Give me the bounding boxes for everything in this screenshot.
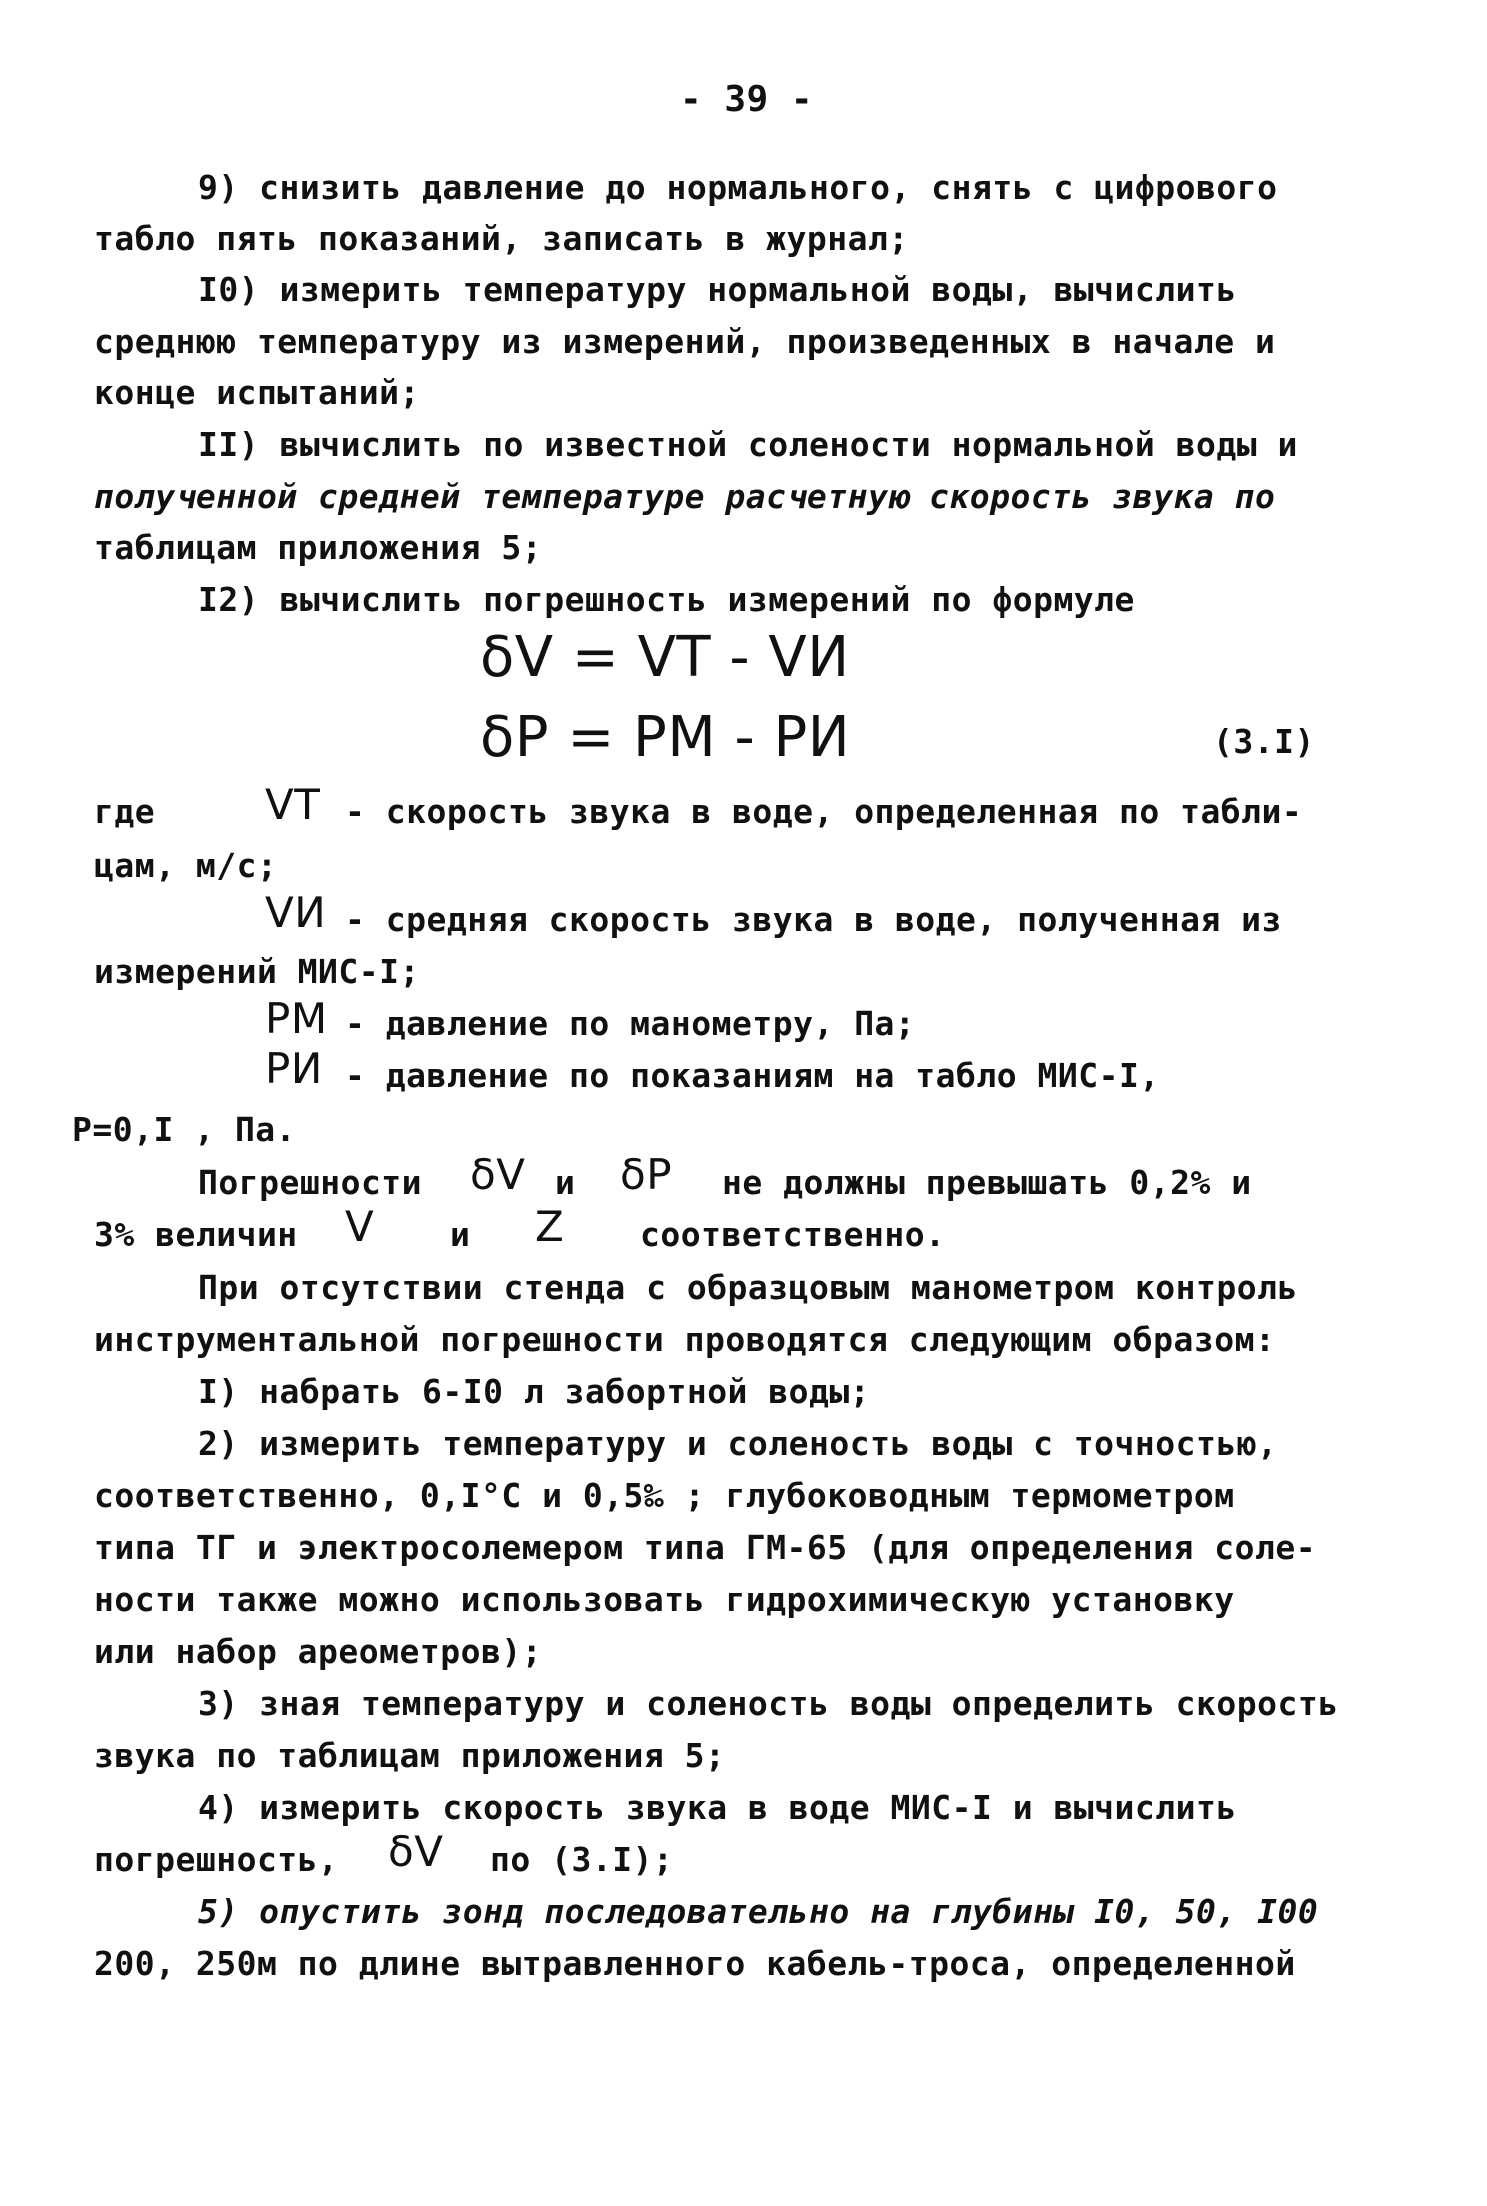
equation-label: (3.I) <box>1213 722 1315 761</box>
text-line: табло пять показаний, записать в журнал; <box>94 219 909 258</box>
text-line: - давление по показаниям на табло МИС-I, <box>345 1056 1160 1095</box>
text-line: соответственно. <box>640 1215 946 1254</box>
text-line: I0) измерить температуру нормальной воды, вычислить <box>198 270 1237 309</box>
formula-eq2-text: δP = PМ - PИ <box>480 705 851 770</box>
symbol-z: Z <box>535 1202 565 1251</box>
symbol-pm: PМ <box>265 994 328 1043</box>
text-line: измерений МИС-I; <box>94 952 420 991</box>
text-line: - давление по манометру, Па; <box>345 1004 916 1043</box>
text-line: конце испытаний; <box>94 373 420 412</box>
formula-eq1-text: δV = VТ - VИ <box>480 625 850 690</box>
text-line: 200, 250м по длине вытравленного кабель-троса, определенной <box>94 1944 1296 1983</box>
text-line: 5) опустить зонд последовательно на глубины I0, 50, I00 <box>198 1892 1319 1931</box>
symbol-dp: δP <box>620 1150 673 1199</box>
text-line: по (3.I); <box>490 1840 674 1879</box>
text-line: инструментальной погрешности проводятся следующим образом: <box>94 1320 1276 1359</box>
symbol-dv: δV <box>470 1150 526 1199</box>
symbol-vt: VТ <box>265 780 321 829</box>
text-line: и <box>555 1163 576 1202</box>
text-line: 4) измерить скорость звука в воде МИС-I и вычислить <box>198 1788 1237 1827</box>
text-line: погрешность, <box>94 1840 339 1879</box>
text-line: - средняя скорость звука в воде, полученная из <box>345 900 1282 939</box>
symbol-dv-2: δV <box>388 1827 444 1876</box>
symbol-vi: VИ <box>265 888 327 937</box>
text-line: I2) вычислить погрешность измерений по формуле <box>198 580 1135 619</box>
page-number: - 39 - <box>680 79 814 120</box>
text-line: 2) измерить температуру и соленость воды с точностью, <box>198 1424 1278 1463</box>
symbol-v: V <box>345 1202 375 1251</box>
text-line: Погрешности <box>198 1163 423 1202</box>
text-line: цам, м/с; <box>94 846 278 885</box>
text-line: I) набрать 6-I0 л забортной воды; <box>198 1372 871 1411</box>
text-line: 3% величин <box>94 1215 298 1254</box>
formula-eq2 <box>480 705 851 770</box>
symbol-pi: PИ <box>265 1044 323 1093</box>
text-line: полученной средней температуре расчетную скорость звука по <box>94 477 1276 516</box>
text-line: 9) снизить давление до нормального, снять с цифрового <box>198 168 1278 207</box>
text-line: соответственно, 0,I°C и 0,5‰ ; глубоководным термометром <box>94 1476 1235 1515</box>
text-line: или набор ареометров); <box>94 1632 543 1671</box>
formula-eq1 <box>480 625 850 690</box>
text-line: типа ТГ и электросолемером типа ГМ-65 (для определения соле- <box>94 1528 1317 1567</box>
text-line: не должны превышать 0,2% и <box>722 1163 1252 1202</box>
text-line: среднюю температуру из измерений, произведенных в начале и <box>94 322 1276 361</box>
where-word: где <box>94 792 156 831</box>
text-line: - скорость звука в воде, определенная по табли- <box>345 792 1303 831</box>
text-line: P=0,I , Па. <box>72 1110 297 1149</box>
text-line: таблицам приложения 5; <box>94 528 543 567</box>
text-line: и <box>450 1215 471 1254</box>
text-line: звука по таблицам приложения 5; <box>94 1736 726 1775</box>
text-line: II) вычислить по известной солености нормальной воды и <box>198 425 1298 464</box>
text-line: При отсутствии стенда с образцовым манометром контроль <box>198 1268 1298 1307</box>
text-line: 3) зная температуру и соленость воды определить скорость <box>198 1684 1339 1723</box>
text-line: ности также можно использовать гидрохимическую установку <box>94 1580 1235 1619</box>
